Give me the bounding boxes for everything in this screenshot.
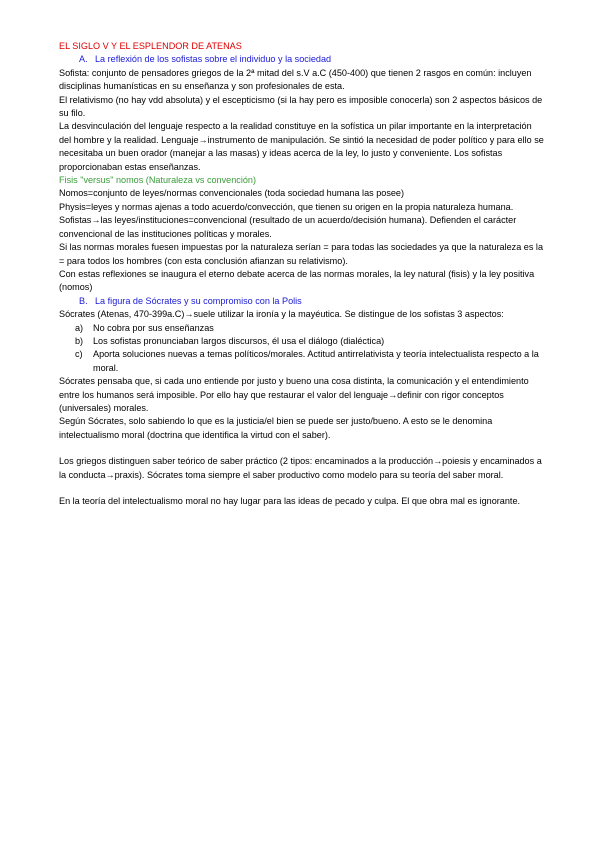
- section-b-heading: [59, 295, 546, 308]
- list-item: [59, 322, 546, 335]
- paragraph-nomos: Nomos=conjunto de leyes/normas convencionales (toda sociedad humana las posee): [59, 188, 405, 199]
- paragraph-lenguaje: La desvinculación del lenguaje respecto a la realidad constituye en la sofística un pilar importante en la interpretación del hombre y la realidad. Lenguaje→instrumento de manipulación. Se sintió la necesidad de poder político y para ello se necesitaba un buen orador (manejar a las masas) y ideas acerca de la ley, lo justo y conveniente. Los sofistas proporcionaban estas enseñanzas.: [59, 121, 544, 172]
- list-item: [59, 335, 546, 348]
- paragraph-socrates-pensaba: Sócrates pensaba que, si cada uno entiende por justo y bueno una cosa distinta, la comunicación y el entendimiento entre los humanos será imposible. Por ello hay que restaurar el valor del lenguaje→definir con rigor conceptos (universales) morales.: [59, 376, 529, 413]
- paragraph-si-normas: Si las normas morales fuesen impuestas por la naturaleza serían = para todas las sociedades ya que la naturaleza es la = para todos los hombres (con esta conclusión afianzan su relativismo).: [59, 242, 544, 266]
- section-a-letter: A.: [79, 54, 88, 65]
- paragraph-reflexiones: Con estas reflexiones se inaugura el eterno debate acerca de las normas morales, la ley natural (fisis) y la ley positiva (nomos): [59, 268, 535, 293]
- paragraph-sofistas-leyes: Sofistas→las leyes/instituciones=convencional (resultado de un acuerdo/decisión humana). Defienden el carácter convencional de las instituciones políticas y morales.: [59, 215, 517, 239]
- socrates-aspects-list: [59, 322, 546, 376]
- list-item-label: a): [75, 322, 84, 333]
- list-item: [59, 348, 546, 375]
- fisis-nomos-heading: Fisis "versus" nomos (Naturaleza vs convención): [59, 175, 256, 186]
- paragraph-relativismo: El relativismo (no hay vdd absoluta) y el escepticismo (si la hay pero es imposible conocerla) son 2 aspectos básicos de su filo.: [59, 94, 543, 119]
- list-item-text: Los sofistas pronunciaban largos discursos, él usa el diálogo (dialéctica): [93, 335, 385, 346]
- paragraph-socrates-intro: Sócrates (Atenas, 470-399a.C)→suele utilizar la ironía y la mayéutica. Se distingue de los sofistas 3 aspectos:: [59, 309, 504, 320]
- section-b-title: La figura de Sócrates y su compromiso con la Polis: [95, 295, 302, 306]
- list-item-label: c): [75, 349, 83, 360]
- list-item-text: No cobra por sus enseñanzas: [93, 322, 214, 333]
- paragraph-teoria: En la teoría del intelectualismo moral no hay lugar para las ideas de pecado y culpa. El que obra mal es ignorante.: [59, 496, 521, 506]
- spacer: [59, 442, 546, 455]
- paragraph-physis: Physis=leyes y normas ajenas a todo acuerdo/convección, que tienen su origen en la propia naturaleza humana.: [59, 201, 514, 212]
- section-a-title: La reflexión de los sofistas sobre el individuo y la sociedad: [95, 54, 332, 65]
- paragraph-sofista: Sofista: conjunto de pensadores griegos de la 2ª mitad del s.V a.C (450-400) que tienen 2 rasgos en común: incluyen disciplinas humanísticas en su enseñanza y son profesionales de esta.: [59, 67, 532, 92]
- paragraph-griegos: Los griegos distinguen saber teórico de saber práctico (2 tipos: encaminados a la producción→poiesis y encaminados a la conducta→praxis). Sócrates toma siempre el saber productivo como modelo para su teoría del saber moral.: [59, 456, 542, 480]
- list-item-label: b): [75, 335, 84, 346]
- spacer: [59, 482, 546, 495]
- document-title: EL SIGLO V Y EL ESPLENDOR DE ATENAS: [59, 41, 242, 51]
- section-b-letter: B.: [79, 295, 88, 306]
- paragraph-segun-socrates: Según Sócrates, solo sabiendo lo que es la justicia/el bien se puede ser justo/bueno. A esto se le denomina intelectualismo moral (doctrina que identifica la virtud con el saber).: [59, 416, 493, 440]
- list-item-text: Aporta soluciones nuevas a temas políticos/morales. Actitud antirrelativista y teoría intelectualista respecto a la moral.: [93, 349, 539, 373]
- section-a-heading: [59, 53, 546, 66]
